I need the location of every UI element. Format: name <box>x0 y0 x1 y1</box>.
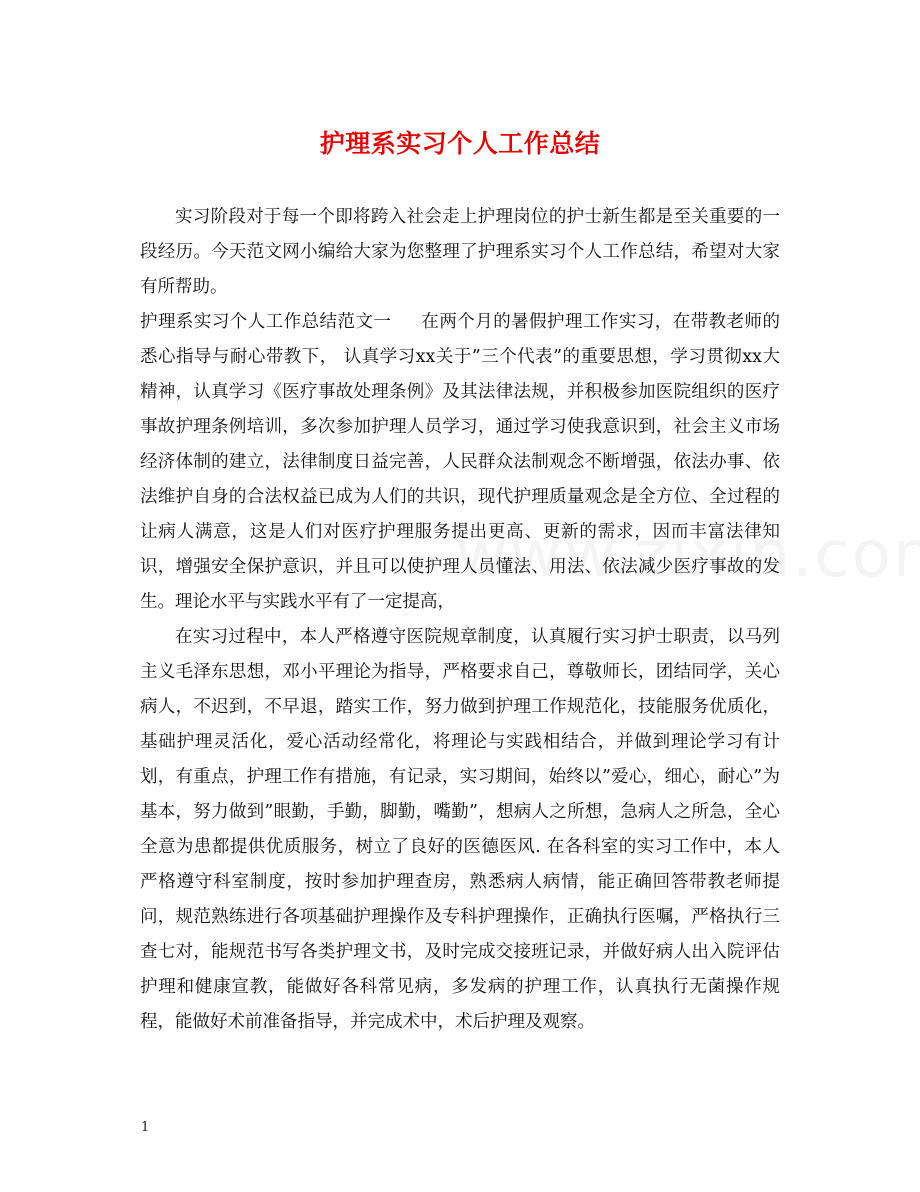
document-body <box>140 200 780 1040</box>
page-title: 护理系实习个人工作总结 <box>319 129 601 158</box>
section-paragraph-2: 在实习过程中，本人严格遵守医院规章制度，认真履行实习护士职责，以马列主义毛泽东思想，邓小平理论为指导，严格要求自己，尊敬师长，团结同学，关心病人，不迟到，不早退，踏实工作，努力做到护理工作规范化，技能服务优质化，基础护理灵活化，爱心活动经常化，将理论与实践相结合，并做到理论学习有计划，有重点，护理工作有措施，有记录，实习期间，始终以”爱心，细心，耐心”为基本，努力做到”眼勤，手勤，脚勤，嘴勤”，想病人之所想，急病人之所急，全心全意为患都提供优质服务，树立了良好的医德医风. 在各科室的实习工作中，本人严格遵守科室制度，按时参加护理查房，熟悉病人病情，能正确回答带教老师提问，规范熟练进行各项基础护理操作及专科护理操作，正确执行医嘱，严格执行三查七对，能规范书写各类护理文书，及时完成交接班记录，并做好病人出入院评估护理和健康宣教，能做好各科常见病，多发病的护理工作，认真执行无菌操作规程，能做好术前准备指导，并完成术中，术后护理及观察。 <box>140 627 780 1032</box>
page-number: 1 <box>141 1120 150 1135</box>
section-heading: 护理系实习个人工作总结范文一 <box>140 312 392 332</box>
intro-paragraph: 实习阶段对于每一个即将跨入社会走上护理岗位的护士新生都是至关重要的一段经历。今天范文网小编给大家为您整理了护理系实习个人工作总结，希望对大家有所帮助。 <box>140 207 780 297</box>
paragraph-1-text: 在两个月的暑假护理工作实习，在带教老师的悉心指导与耐心带教下， 认真学习xx关于”三个代表”的重要思想，学习贯彻xx大精神，认真学习《医疗事故处理条例》及其法律法规，并积极参加医院组织的医疗事故护理条例培训，多次参加护理人员学习，通过学习使我意识到，社会主义市场经济体制的建立，法律制度日益完善，人民群众法制观念不断增强，依法办事、依法维护自身的合法权益已成为人们的共识，现代护理质量观念是全方位、全过程的让病人满意，这是人们对医疗护理服务提出更高、更新的需求，因而丰富法律知识，增强安全保护意识，并且可以使护理人员懂法、用法、依法减少医疗事故的发生。理论水平与实践水平有了一定提高， <box>140 312 781 612</box>
section-paragraph-1 <box>140 305 780 620</box>
